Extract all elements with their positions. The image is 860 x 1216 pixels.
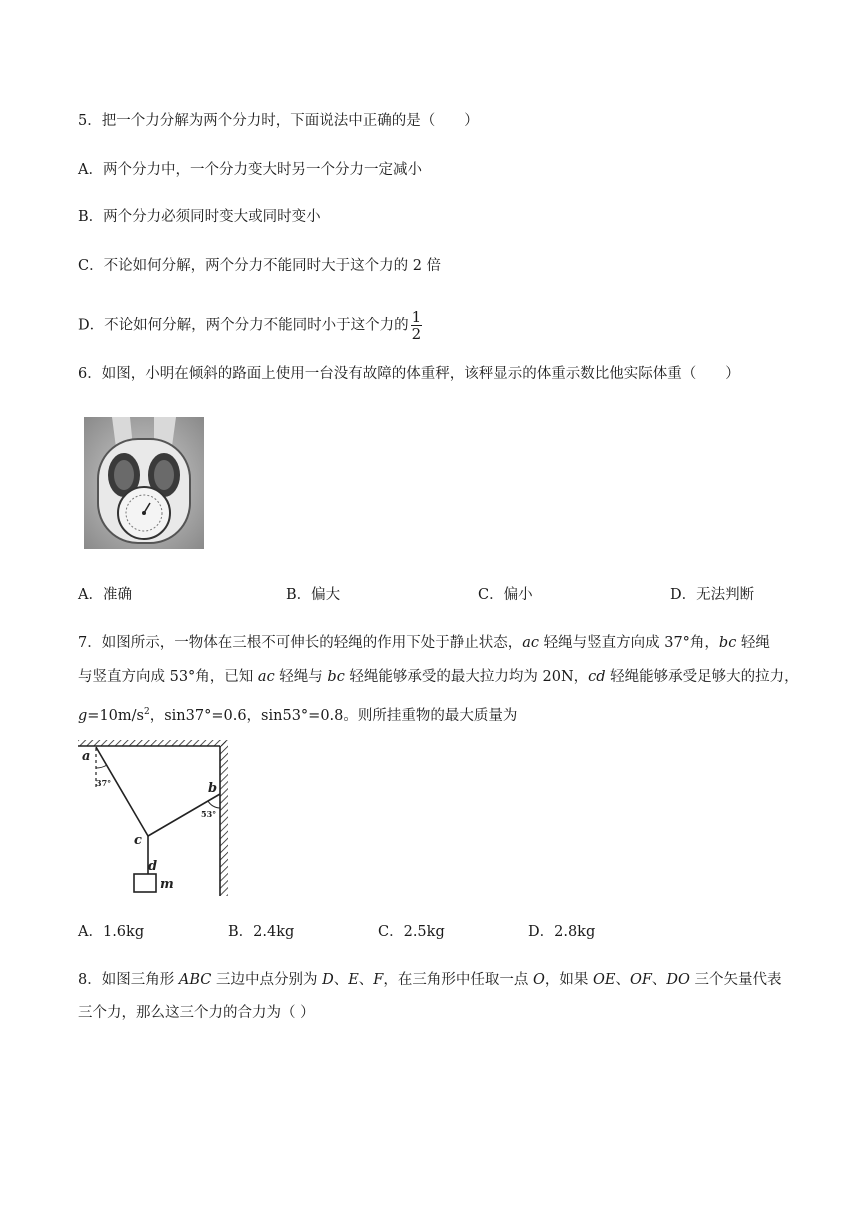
- q7-stem-line2: [78, 667, 799, 687]
- fraction-denominator: 2: [411, 325, 422, 343]
- label-a: a: [82, 749, 91, 764]
- q5-option-c: C．不论如何分解，两个分力不能同时大于这个力的 2 倍: [78, 258, 442, 274]
- angle-37: 37°: [96, 778, 112, 788]
- var-abc: ABC: [178, 972, 212, 988]
- angle-53: 53°: [201, 809, 217, 819]
- var-f: F: [373, 972, 384, 988]
- var-do: DO: [666, 972, 690, 988]
- superscript: 2: [143, 707, 150, 717]
- text-span: 三边中点分别为: [211, 972, 323, 988]
- text-span: 轻绳与: [274, 669, 328, 685]
- label-m: m: [160, 877, 174, 892]
- q5-option-d-fraction: [411, 309, 423, 342]
- text-span: 、: [615, 972, 630, 988]
- q6-option-c: C．偏小: [478, 587, 533, 603]
- q5-option-a: A．两个分力中，一个分力变大时另一个分力一定减小: [78, 162, 422, 178]
- q5-option-d: [78, 309, 422, 342]
- text-span: 、: [651, 972, 667, 988]
- text-span: ，在三角形中任取一点: [383, 972, 533, 988]
- q6-stem: 6．如图，小明在倾斜的路面上使用一台没有故障的体重秤，该秤显示的体重示数比他实际体重（ ）: [78, 366, 740, 382]
- var-cd: cd: [588, 669, 606, 685]
- var-e: E: [348, 972, 359, 988]
- label-c: c: [134, 833, 142, 848]
- text-span: 与竖直方向成 53°角，已知: [78, 669, 258, 685]
- text-span: =10m/s: [87, 707, 144, 724]
- text-span: ，如果: [544, 972, 593, 988]
- fraction-numerator: 1: [411, 308, 422, 326]
- q7-stem-line1: [78, 633, 770, 653]
- q7-option-b: B．2.4kg: [228, 924, 295, 940]
- text-span: 三个矢量代表: [689, 972, 782, 988]
- text-span: 轻绳能够承受足够大的拉力，: [605, 669, 799, 685]
- q5-stem: 5．把一个力分解为两个分力时，下面说法中正确的是（ ）: [78, 113, 479, 129]
- q7-option-a: A．1.6kg: [78, 924, 145, 940]
- text-span: 7．如图所示，一物体在三根不可伸长的轻绳的作用下处于静止状态，: [78, 635, 523, 651]
- q7-stem-line3: [78, 702, 517, 726]
- text-span: 轻绳: [736, 635, 770, 651]
- var-oe: OE: [592, 972, 616, 988]
- text-span: 轻绳与竖直方向成 37°角，: [539, 635, 719, 651]
- label-b: b: [208, 781, 218, 796]
- text-span: 、: [333, 972, 349, 988]
- var-o: O: [532, 972, 545, 988]
- text-span: 、: [358, 972, 374, 988]
- var-ac: ac: [257, 669, 275, 685]
- var-bc: bc: [327, 669, 345, 685]
- q6-option-b: B．偏大: [286, 587, 341, 603]
- q6-option-d: D．无法判断: [670, 587, 755, 603]
- label-d: d: [148, 859, 158, 874]
- text-span: 8．如图三角形: [78, 972, 179, 988]
- text-span: 轻绳能够承受的最大拉力均为 20N，: [344, 669, 589, 685]
- var-g: g: [78, 707, 88, 724]
- q7-option-d: D．2.8kg: [528, 924, 596, 940]
- text-span: ，sin37°=0.6，sin53°=0.8。则所挂重物的最大质量为: [149, 707, 518, 724]
- q5-option-b: B．两个分力必须同时变大或同时变小: [78, 209, 321, 225]
- q8-stem-line1: [78, 970, 782, 990]
- scale-photo: [84, 417, 204, 549]
- rope-diagram: [78, 740, 238, 900]
- q7-option-c: C．2.5kg: [378, 924, 445, 940]
- var-d: D: [322, 972, 334, 988]
- var-ac: ac: [522, 635, 539, 651]
- q5-option-d-text: D．不论如何分解，两个分力不能同时小于这个力的: [78, 317, 409, 334]
- var-bc: bc: [718, 635, 737, 651]
- q8-stem-line2: 三个力，那么这三个力的合力为（ ）: [78, 1005, 315, 1021]
- q6-option-a: A．准确: [78, 587, 132, 603]
- var-of: OF: [629, 972, 652, 988]
